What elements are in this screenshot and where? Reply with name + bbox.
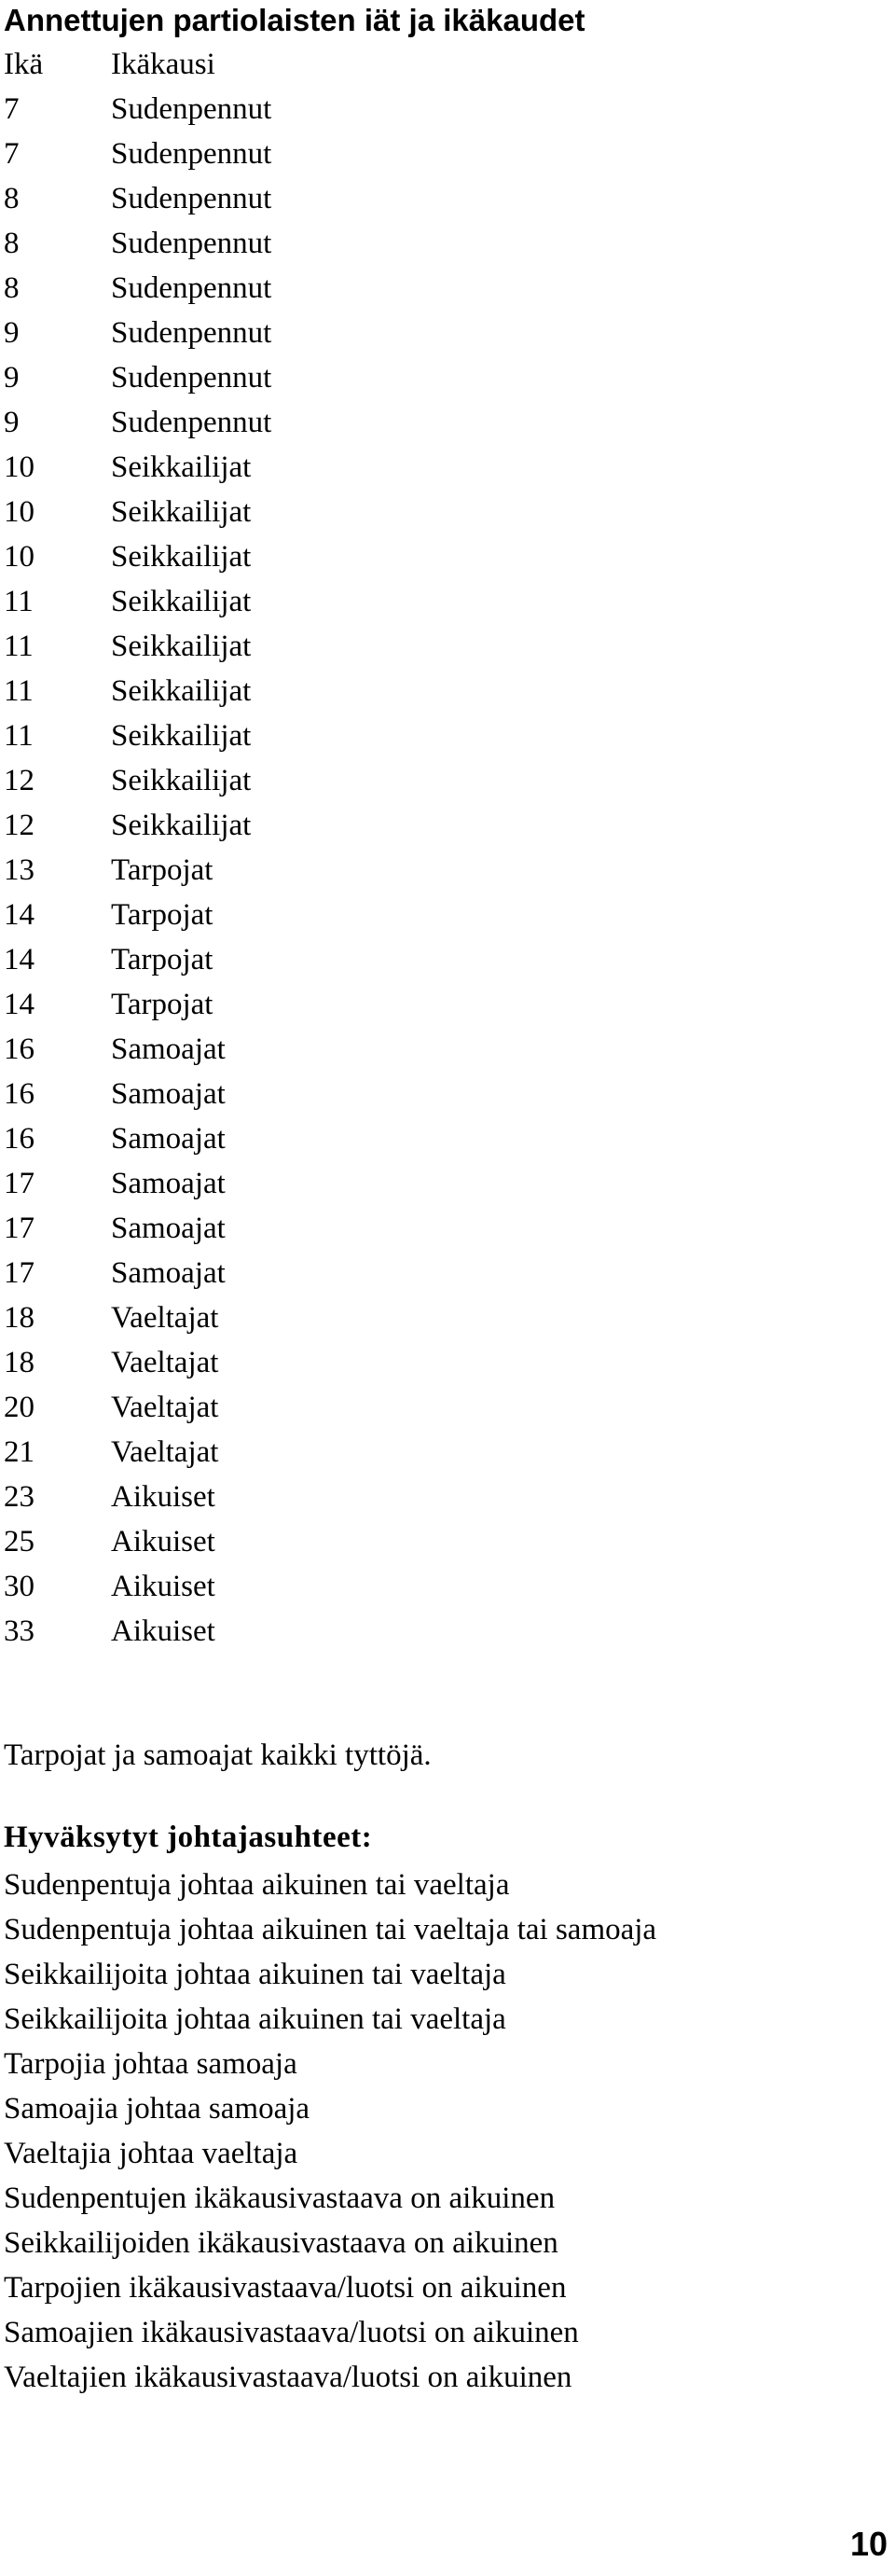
age-cell: 18 xyxy=(4,1346,34,1379)
age-cell: 17 xyxy=(4,1167,34,1200)
table-row xyxy=(4,1116,271,1161)
age-group-cell: Sudenpennut xyxy=(111,406,272,439)
table-row xyxy=(4,1475,271,1519)
table-header-row xyxy=(4,42,271,87)
age-cell: 13 xyxy=(4,853,34,887)
age-cell: 11 xyxy=(4,674,34,708)
age-cell: 17 xyxy=(4,1212,34,1245)
table-row xyxy=(4,803,271,848)
age-cell: 11 xyxy=(4,585,34,618)
table-row xyxy=(4,1206,271,1251)
age-group-cell: Aikuiset xyxy=(111,1570,215,1603)
age-cell: 30 xyxy=(4,1570,34,1603)
table-row xyxy=(4,132,271,176)
age-group-cell: Tarpojat xyxy=(111,943,213,976)
age-group-cell: Vaeltajat xyxy=(111,1346,219,1379)
list-item: Tarpojien ikäkausivastaava/luotsi on aikuinen xyxy=(4,2271,567,2305)
age-cell: 12 xyxy=(4,809,34,842)
age-group-cell: Samoajat xyxy=(111,1212,226,1245)
page-number: 10 xyxy=(849,2525,888,2563)
table-row xyxy=(4,937,271,982)
age-group-cell: Aikuiset xyxy=(111,1614,215,1648)
table-row xyxy=(4,669,271,713)
age-group-cell: Sudenpennut xyxy=(111,92,272,126)
age-group-cell: Seikkailijat xyxy=(111,540,252,574)
age-cell: 8 xyxy=(4,182,20,215)
age-cell: 25 xyxy=(4,1525,34,1558)
table-row xyxy=(4,445,271,490)
age-cell: 23 xyxy=(4,1480,34,1514)
list-item: Vaeltajien ikäkausivastaava/luotsi on aikuinen xyxy=(4,2361,572,2394)
age-cell: 18 xyxy=(4,1301,34,1335)
age-group-cell: Seikkailijat xyxy=(111,495,252,529)
age-cell: 20 xyxy=(4,1391,34,1424)
age-group-cell: Sudenpennut xyxy=(111,361,272,395)
age-cell: 11 xyxy=(4,719,34,753)
age-cell: 8 xyxy=(4,227,20,260)
age-cell: 16 xyxy=(4,1032,34,1066)
age-cell: 14 xyxy=(4,898,34,932)
age-cell: 10 xyxy=(4,450,34,484)
age-group-cell: Seikkailijat xyxy=(111,630,252,663)
age-cell: 7 xyxy=(4,92,20,126)
table-row xyxy=(4,221,271,266)
age-group-cell: Seikkailijat xyxy=(111,585,252,618)
age-cell: 16 xyxy=(4,1077,34,1111)
table-row xyxy=(4,713,271,758)
column-header-age: Ikä xyxy=(4,48,44,81)
list-item: Seikkailijoita johtaa aikuinen tai vaeltaja xyxy=(4,2002,506,2036)
age-cell: 9 xyxy=(4,361,20,395)
age-cell: 21 xyxy=(4,1435,34,1469)
table-row xyxy=(4,355,271,400)
table-row xyxy=(4,1027,271,1072)
age-group-cell: Seikkailijat xyxy=(111,450,252,484)
age-cell: 9 xyxy=(4,406,20,439)
list-item: Vaeltajia johtaa vaeltaja xyxy=(4,2137,298,2170)
table-row xyxy=(4,1295,271,1340)
age-group-cell: Vaeltajat xyxy=(111,1391,219,1424)
list-item: Sudenpentuja johtaa aikuinen tai vaeltaja tai samoaja xyxy=(4,1913,657,1946)
table-row xyxy=(4,1251,271,1295)
age-group-cell: Aikuiset xyxy=(111,1480,215,1514)
age-cell: 10 xyxy=(4,540,34,574)
list-item: Tarpojia johtaa samoaja xyxy=(4,2047,297,2081)
list-item: Sudenpentujen ikäkausivastaava on aikuinen xyxy=(4,2181,556,2215)
age-cell: 14 xyxy=(4,943,34,976)
age-group-cell: Seikkailijat xyxy=(111,719,252,753)
age-cell: 9 xyxy=(4,316,20,350)
age-cell: 16 xyxy=(4,1122,34,1156)
age-cell: 8 xyxy=(4,271,20,305)
table-row xyxy=(4,1519,271,1564)
age-group-cell: Seikkailijat xyxy=(111,809,252,842)
age-cell: 14 xyxy=(4,988,34,1021)
age-group-cell: Sudenpennut xyxy=(111,182,272,215)
age-group-cell: Tarpojat xyxy=(111,898,213,932)
table-row xyxy=(4,87,271,132)
table-row xyxy=(4,1564,271,1609)
age-cell: 10 xyxy=(4,495,34,529)
table-row xyxy=(4,1385,271,1430)
age-cell: 11 xyxy=(4,630,34,663)
age-cell: 12 xyxy=(4,764,34,797)
table-row xyxy=(4,624,271,669)
table-row xyxy=(4,579,271,624)
table-row xyxy=(4,1072,271,1116)
table-row xyxy=(4,1609,271,1654)
table-row xyxy=(4,848,271,893)
age-group-cell: Sudenpennut xyxy=(111,137,272,171)
table-row xyxy=(4,758,271,803)
table-row xyxy=(4,266,271,311)
age-table xyxy=(4,42,271,1654)
list-item: Seikkailijoiden ikäkausivastaava on aikuinen xyxy=(4,2226,558,2260)
table-row xyxy=(4,1430,271,1475)
age-group-cell: Vaeltajat xyxy=(111,1435,219,1469)
age-group-cell: Sudenpennut xyxy=(111,316,272,350)
age-group-cell: Samoajat xyxy=(111,1032,226,1066)
table-row xyxy=(4,400,271,445)
age-group-cell: Tarpojat xyxy=(111,988,213,1021)
list-item: Samoajien ikäkausivastaava/luotsi on aikuinen xyxy=(4,2316,579,2349)
table-row xyxy=(4,490,271,534)
relations-list xyxy=(4,1863,656,2400)
age-cell: 17 xyxy=(4,1256,34,1290)
age-group-cell: Samoajat xyxy=(111,1122,226,1156)
age-group-cell: Samoajat xyxy=(111,1256,226,1290)
table-row xyxy=(4,534,271,579)
list-item: Sudenpentuja johtaa aikuinen tai vaeltaja xyxy=(4,1868,510,1902)
age-group-cell: Samoajat xyxy=(111,1167,226,1200)
column-header-age-group: Ikäkausi xyxy=(111,48,215,81)
list-item: Seikkailijoita johtaa aikuinen tai vaeltaja xyxy=(4,1958,506,1991)
age-cell: 33 xyxy=(4,1614,34,1648)
document-title: Annettujen partiolaisten iät ja ikäkaudet xyxy=(4,3,585,37)
age-cell: 7 xyxy=(4,137,20,171)
age-group-cell: Vaeltajat xyxy=(111,1301,219,1335)
table-row xyxy=(4,1340,271,1385)
age-group-cell: Seikkailijat xyxy=(111,764,252,797)
age-group-cell: Tarpojat xyxy=(111,853,213,887)
age-group-cell: Seikkailijat xyxy=(111,674,252,708)
note-text: Tarpojat ja samoajat kaikki tyttöjä. xyxy=(4,1738,432,1772)
table-row xyxy=(4,893,271,937)
age-table-body xyxy=(4,87,271,1654)
list-item: Samoajia johtaa samoaja xyxy=(4,2092,310,2126)
age-group-cell: Aikuiset xyxy=(111,1525,215,1558)
age-group-cell: Sudenpennut xyxy=(111,271,272,305)
age-group-cell: Samoajat xyxy=(111,1077,226,1111)
table-row xyxy=(4,1161,271,1206)
age-group-cell: Sudenpennut xyxy=(111,227,272,260)
table-row xyxy=(4,176,271,221)
table-row xyxy=(4,982,271,1027)
relations-heading: Hyväksytyt johtajasuhteet: xyxy=(4,1821,373,1854)
table-row xyxy=(4,311,271,355)
